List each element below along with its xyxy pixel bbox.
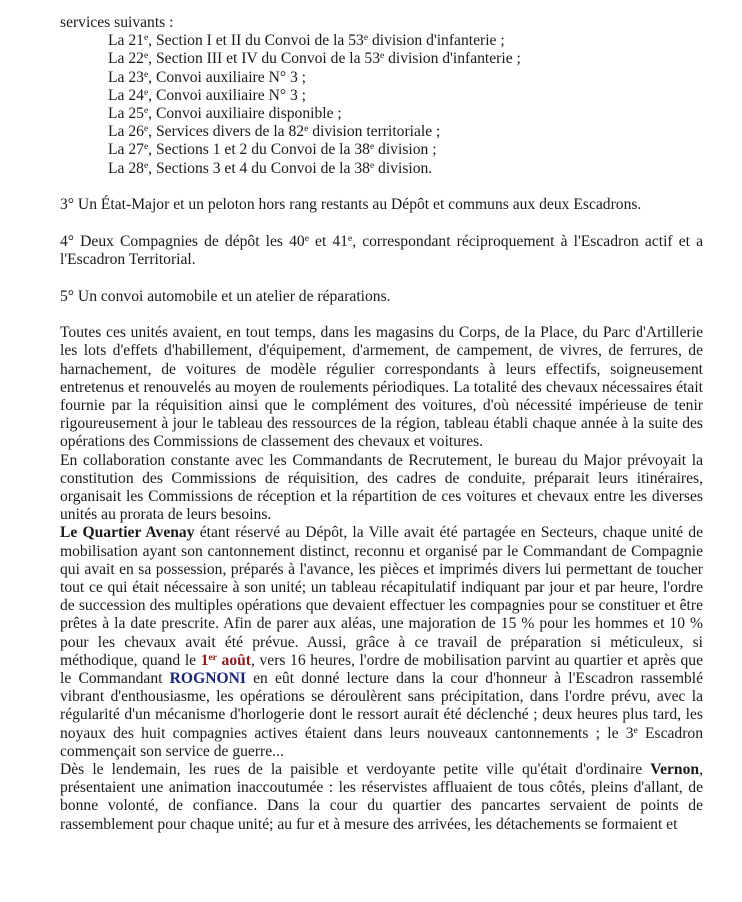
convoy-list <box>108 32 703 178</box>
paragraph-9: Dès le lendemain, les rues de la paisible et verdoyante petite ville qu'était d'ordinaire Vernon, présentaient une animation inaccoutumée : les réservistes affluaient de tous côtés, pleins d'allant, de bonne volonté, de confiance. Dans la cour du quartier des pancartes servaient de points de rassemblement pour chaque unité; au fur et à mesure des arrivées, les détachements se formaient et <box>60 761 703 833</box>
list-item: La 24e, Convoi auxiliaire N° 3 ; <box>108 86 306 104</box>
commander-name: ROGNONI <box>169 670 246 688</box>
quartier-name: Le Quartier Avenay <box>60 524 195 542</box>
paragraph-4: 4° Deux Compagnies de dépôt les 40e et 41e, correspondant réciproquement à l'Escadron actif et a l'Escadron Territorial. <box>60 232 703 269</box>
paragraph-3: 3° Un État-Major et un peloton hors rang restants au Dépôt et communs aux deux Escadrons. <box>60 196 642 214</box>
paragraph-6: Toutes ces unités avaient, en tout temps, dans les magasins du Corps, de la Place, du Parc d'Artillerie les lots d'effets d'habillement, d'équipement, d'armement, de campement, de vivres, de ferrures, de harnachement, de voitures de modèle régulier correspondants à leurs effectifs, soigneusement entretenus et renouvelés au moyen de roulements périodiques. La totalité des chevaux nécessaires était fournie par la réquisition ainsi que le complément des voitures, d'où nécessité impérieuse de tenir rigoureusement à jour le tableau des ressources de la région, tableau établi chaque année à la suite des opérations des Commissions de classement des chevaux et voitures. <box>60 324 703 451</box>
list-item: La 25e, Convoi auxiliaire disponible ; <box>108 105 342 123</box>
list-item: La 27e, Sections 1 et 2 du Convoi de la 38e division ; <box>108 141 437 159</box>
date-highlight: 1er août <box>200 651 251 669</box>
list-item: La 22e, Section III et IV du Convoi de la 53e division d'infanterie ; <box>108 50 521 68</box>
list-item: La 26e, Services divers de la 82e division territoriale ; <box>108 123 441 141</box>
intro-line: services suivants : <box>60 14 174 31</box>
list-item: La 23e, Convoi auxiliaire N° 3 ; <box>108 68 306 86</box>
paragraph-8: Le Quartier Avenay étant réservé au Dépôt, la Ville avait été partagée en Secteurs, chaque unité de mobilisation ayant son cantonnement distinct, reconnu et organisé par le Commandant de Compagnie qui avait en sa possession, préparés à l'avance, les pièces et imprimés divers lui permettant de toucher tout ce qui était nécessaire à son unité; un tableau récapitulatif indiquant par jour et par heure, l'ordre de succession des multiples opérations que devaient effectuer les compagnies pour se constituer et être prêtes à la date prescrite. Afin de parer aux aléas, une majoration de 15 % pour les hommes et 10 % pour les chevaux avait été prévue. Aussi, grâce à ce travail de préparation si méticuleux, si méthodique, quand le 1er août, vers 16 heures, l'ordre de mobilisation parvint au quartier et après que le Commandant ROGNONI en eût donné lecture dans la cour d'honneur à l'Escadron rassemblé vibrant d'enthousiasme, les opérations se déroulèrent sans précipitation, dans l'ordre prévu, avec la régularité d'un mécanisme d'horlogerie dont le ressort aurait été déclenché ; deux heures plus tard, les noyaux des huit compagnies actives étaient dans leurs nouveaux cantonnements ; le 3e Escadron commençait son service de guerre... <box>60 524 704 760</box>
paragraph-7: En collaboration constante avec les Commandants de Recrutement, le bureau du Major prévoyait la constitution des Commissions de réquisition, des cadres de conduite, préparait leurs itinéraires, organisait les Commissions de réception et la répartition de ces voitures et chevaux entre les diverses unités au prorata de leurs besoins. <box>60 451 703 524</box>
town-name: Vernon <box>650 761 700 779</box>
document-page <box>60 14 703 834</box>
list-item: La 21e, Section I et II du Convoi de la 53e division d'infanterie ; <box>108 32 505 50</box>
paragraph-5: 5° Un convoi automobile et un atelier de réparations. <box>60 287 391 305</box>
list-item: La 28e, Sections 3 et 4 du Convoi de la 38e division. <box>108 159 433 177</box>
